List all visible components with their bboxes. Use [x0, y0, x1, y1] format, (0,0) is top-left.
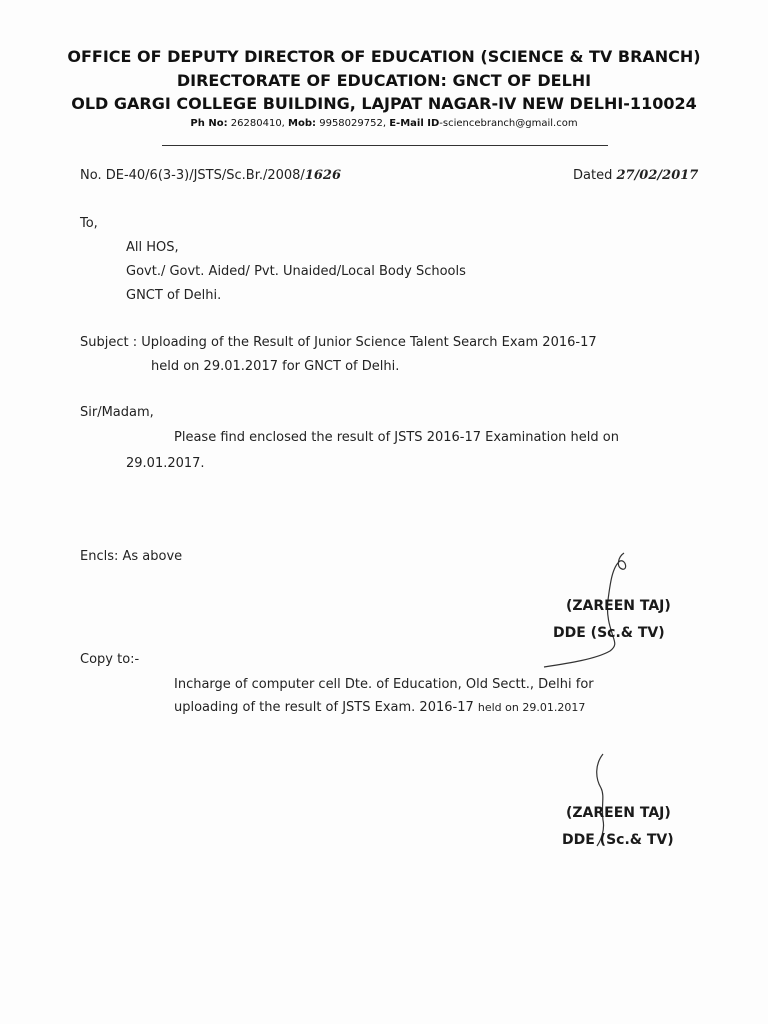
to-label: To, — [80, 216, 98, 231]
letter-date — [573, 168, 698, 183]
phone-number: 26280410, — [230, 118, 285, 129]
subject-line-2: held on 29.01.2017 for GNCT of Delhi. — [151, 359, 400, 374]
phone-label: Ph No: — [190, 118, 228, 129]
office-address: OLD GARGI COLLEGE BUILDING, LAJPAT NAGAR-IV NEW DELHI-110024 — [71, 94, 697, 113]
enclosure-note: Encls: As above — [80, 549, 183, 564]
signatory-name: (ZAREEN TAJ) — [566, 598, 671, 614]
reference-number — [80, 168, 341, 183]
signatory-title: DDE (Sc.& TV) — [553, 625, 665, 641]
copy-line-2-main: uploading of the result of JSTS Exam. 2016-17 — [174, 700, 474, 715]
recipient-line-2: Govt./ Govt. Aided/ Pvt. Unaided/Local Body Schools — [126, 264, 466, 279]
date-handwritten: 27/02/2017 — [616, 168, 699, 183]
signatory-2-title: DDE (Sc.& TV) — [562, 832, 674, 848]
mobile-label: Mob: — [288, 118, 317, 129]
body-line-1: Please find enclosed the result of JSTS 2016-17 Examination held on — [174, 430, 619, 445]
body-line-2: 29.01.2017. — [126, 456, 205, 471]
recipient-line-3: GNCT of Delhi. — [126, 288, 222, 303]
header-divider — [162, 145, 608, 146]
copy-line-1: Incharge of computer cell Dte. of Education, Old Sectt., Delhi for — [174, 677, 594, 692]
directorate-title: DIRECTORATE OF EDUCATION: GNCT OF DELHI — [176, 71, 592, 90]
reference-prefix: No. DE-40/6(3-3)/JSTS/Sc.Br./2008/ — [80, 168, 305, 183]
reference-handwritten-number: 1626 — [304, 168, 342, 183]
email-label: E-Mail ID — [389, 118, 440, 129]
office-title: OFFICE OF DEPUTY DIRECTOR OF EDUCATION (SCIENCE & TV BRANCH) — [67, 47, 701, 66]
copy-line-2-suffix: held on 29.01.2017 — [477, 701, 586, 714]
contact-line — [0, 118, 768, 129]
email-address: -sciencebranch@gmail.com — [439, 118, 578, 129]
dated-label: Dated — [573, 168, 613, 183]
recipient-line-1: All HOS, — [126, 240, 179, 255]
copy-to-label: Copy to:- — [80, 652, 140, 667]
mobile-number: 9958029752, — [319, 118, 387, 129]
copy-line-2 — [174, 700, 585, 715]
signatory-2-name: (ZAREEN TAJ) — [566, 805, 671, 821]
subject-line-1: Subject : Uploading of the Result of Junior Science Talent Search Exam 2016-17 — [80, 335, 597, 350]
salutation: Sir/Madam, — [80, 405, 154, 420]
